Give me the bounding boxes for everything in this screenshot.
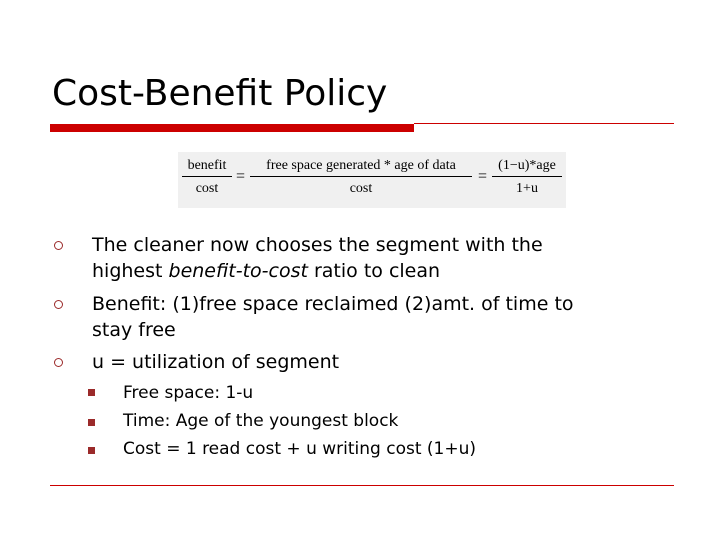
bullet-3 bbox=[92, 349, 682, 375]
formula-equals-2: = bbox=[478, 168, 488, 185]
bullet-2 bbox=[92, 291, 682, 343]
formula-image bbox=[178, 152, 566, 208]
hollow-bullet-icon bbox=[54, 300, 63, 309]
title-underline-thick bbox=[50, 124, 414, 132]
formula-fraction-2-numerator: free space generated * age of data bbox=[250, 158, 472, 177]
sub-bullet-1: Free space: 1-u bbox=[123, 383, 254, 403]
bullet-1-line-2-suffix: ratio to clean bbox=[307, 260, 441, 282]
square-bullet-icon bbox=[88, 389, 95, 396]
formula-fraction-3-denominator: 1+u bbox=[516, 181, 538, 196]
formula-fraction-3-numerator: (1−u)*age bbox=[492, 158, 562, 177]
formula-equals-1: = bbox=[236, 168, 246, 185]
bullet-1-emphasis: benefit-to-cost bbox=[168, 260, 308, 282]
formula-fraction-2 bbox=[250, 158, 472, 197]
formula-fraction-3 bbox=[492, 158, 562, 197]
bullet-2-line-2: stay free bbox=[92, 319, 176, 341]
hollow-bullet-icon bbox=[54, 241, 63, 250]
bullet-1 bbox=[92, 232, 682, 284]
sub-bullet-3: Cost = 1 read cost + u writing cost (1+u) bbox=[123, 439, 476, 459]
hollow-bullet-icon bbox=[54, 358, 63, 367]
bullet-3-line-1: u = utilization of segment bbox=[92, 351, 340, 373]
square-bullet-icon bbox=[88, 419, 95, 426]
formula-fraction-1 bbox=[182, 158, 232, 197]
bullet-2-line-1: Benefit: (1)free space reclaimed (2)amt. of time to bbox=[92, 293, 574, 315]
slide-title: Cost-Benefit Policy bbox=[52, 73, 388, 114]
formula-fraction-2-denominator: cost bbox=[349, 181, 373, 196]
bottom-divider bbox=[50, 485, 674, 486]
sub-bullet-2: Time: Age of the youngest block bbox=[123, 411, 399, 431]
bullet-1-line-2-prefix: highest bbox=[92, 260, 169, 282]
formula-fraction-1-numerator: benefit bbox=[182, 158, 232, 177]
formula-fraction-1-denominator: cost bbox=[195, 181, 219, 196]
square-bullet-icon bbox=[88, 447, 95, 454]
bullet-1-line-1: The cleaner now chooses the segment with the bbox=[92, 234, 543, 256]
title-underline-thin bbox=[414, 123, 674, 124]
